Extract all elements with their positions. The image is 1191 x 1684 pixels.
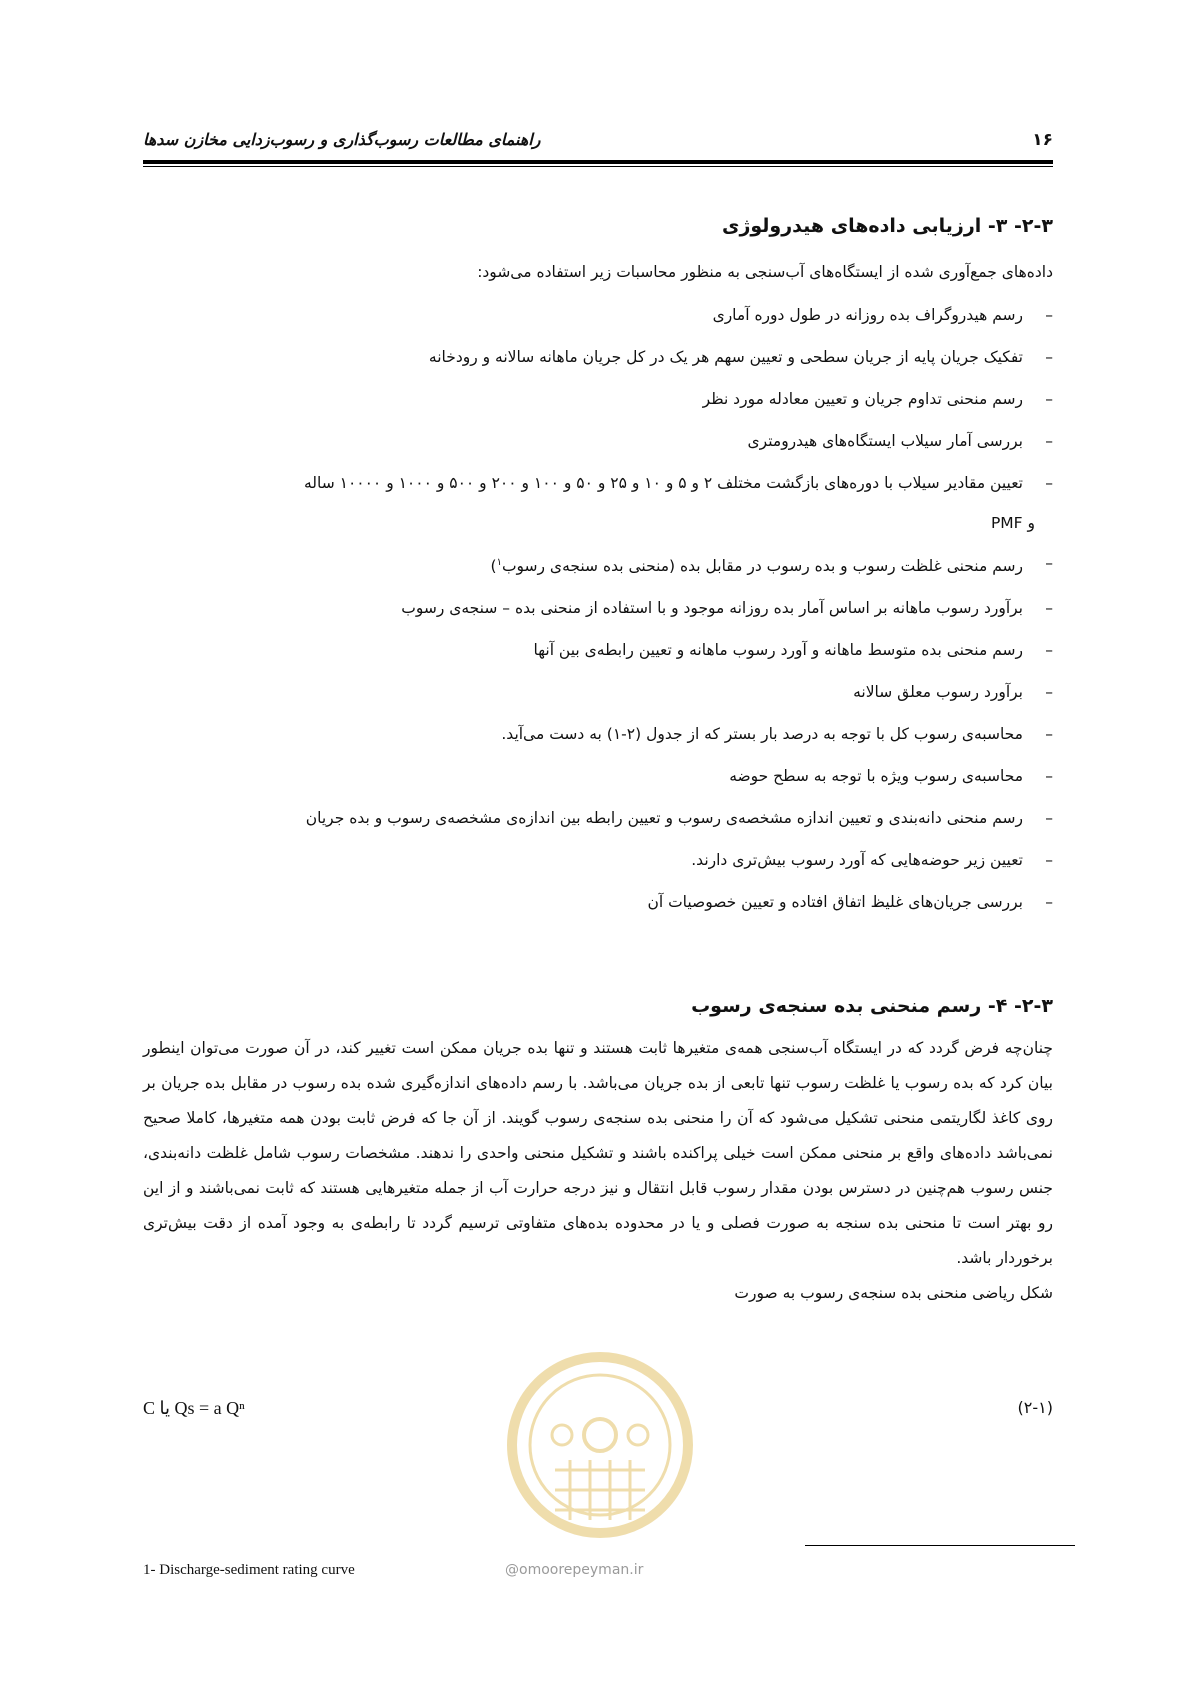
list-item-text: تعیین زیر حوضه‌هایی که آورد رسوب بیش‌تری دارند. xyxy=(691,851,1023,870)
list-item xyxy=(143,336,1053,378)
list-item-text: رسم هیدروگراف بده روزانه در طول دوره آماری xyxy=(712,306,1023,324)
dash-marker: – xyxy=(1045,306,1053,324)
running-title: راهنمای مطالعات رسوب‌گذاری و رسوب‌زدایی مخازن سدها xyxy=(143,130,541,149)
bullet-list xyxy=(143,542,1053,923)
dash-marker: – xyxy=(1045,767,1053,786)
list-item xyxy=(143,542,1053,587)
list-item-text: برآورد رسوب معلق سالانه xyxy=(853,683,1023,702)
list-item xyxy=(143,671,1053,713)
list-item-text: رسم منحنی تداوم جریان و تعیین معادله مورد نظر xyxy=(702,390,1023,408)
dash-marker: – xyxy=(1045,390,1053,408)
dash-marker: – xyxy=(1045,641,1053,660)
equation-number: (۲-۱) xyxy=(1017,1398,1053,1417)
list-item-text: بررسی جریان‌های غلیظ اتفاق افتاده و تعیین خصوصیات آن xyxy=(647,893,1023,912)
page-header xyxy=(143,122,1053,162)
dash-marker: – xyxy=(1045,432,1053,450)
dash-marker: – xyxy=(1045,809,1053,828)
formula: C یا Qs = a Qⁿ xyxy=(143,1398,245,1418)
list-item xyxy=(143,839,1053,881)
list-item xyxy=(143,797,1053,839)
dash-marker: – xyxy=(1045,348,1053,366)
dash-marker: – xyxy=(1045,683,1053,702)
dash-marker: – xyxy=(1045,554,1053,572)
page-number: ۱۶ xyxy=(1032,130,1053,150)
section-intro: داده‌های جمع‌آوری شده از ایستگاه‌های آب‌سنجی به منظور محاسبات زیر استفاده می‌شود: xyxy=(477,263,1053,281)
footnote-mark: ۱ xyxy=(496,557,502,568)
dash-marker: – xyxy=(1045,599,1053,618)
list-item-text: تفکیک جریان پایه از جریان سطحی و تعیین سهم هر یک در کل جریان ماهانه سالانه و رودخانه xyxy=(428,348,1023,366)
dash-marker: – xyxy=(1045,725,1053,744)
list-item-text: رسم منحنی غلظت رسوب و بده رسوب در مقابل بده (منحنی بده سنجه‌ی رسوب xyxy=(501,557,1023,576)
list-item xyxy=(143,294,1053,336)
list-item-text: رسم منحنی دانه‌بندی و تعیین اندازه مشخصه‌ی رسوب و تعیین رابطه بین اندازه‌ی مشخصه‌ی رسوب و بده جریان xyxy=(305,809,1023,828)
list-item-text: محاسبه‌ی رسوب کل با توجه به درصد بار بستر که از جدول (۲-۱) به دست می‌آید. xyxy=(501,725,1023,744)
seal-logo-icon xyxy=(500,1340,700,1570)
header-rule-thin xyxy=(143,166,1053,167)
list-item-text: بررسی آمار سیلاب ایستگاه‌های هیدرومتری xyxy=(747,432,1023,450)
list-item xyxy=(143,378,1053,420)
bullet-list xyxy=(143,294,1053,504)
list-item xyxy=(143,881,1053,923)
list-item xyxy=(143,587,1053,629)
list-item xyxy=(143,420,1053,462)
footnote-rule xyxy=(805,1545,1075,1546)
list-item-continuation: و PMF xyxy=(990,514,1035,532)
list-item xyxy=(143,755,1053,797)
list-item-text: محاسبه‌ی رسوب ویژه با توجه به سطح حوضه xyxy=(729,767,1023,786)
list-item-text: برآورد رسوب ماهانه بر اساس آمار بده روزانه موجود و با استفاده از منحنی بده – سنجه‌ی رسوب xyxy=(401,599,1023,618)
formula-intro: شکل ریاضی منحنی بده سنجه‌ی رسوب به صورت xyxy=(734,1284,1053,1302)
section-heading: ۲-۳- ۳- ارزیابی داده‌های هیدرولوژی xyxy=(722,215,1053,237)
section-hydrology xyxy=(143,215,1053,923)
list-item-text: تعیین مقادیر سیلاب با دوره‌های بازگشت مختلف ۲ و ۵ و ۱۰ و ۲۵ و ۵۰ و ۱۰۰ و ۲۰۰ و ۵۰۰ و ۱۰۰۰ و ۱۰۰۰۰ ساله xyxy=(303,474,1023,492)
dash-marker: – xyxy=(1045,474,1053,492)
dash-marker: – xyxy=(1045,893,1053,912)
closing-paren: ) xyxy=(490,557,497,576)
dash-marker: – xyxy=(1045,851,1053,870)
list-item xyxy=(143,629,1053,671)
header-rule-thick xyxy=(143,160,1053,164)
section-rating-curve xyxy=(143,995,1053,1315)
list-item xyxy=(143,462,1053,504)
body-paragraph: چنان‌چه فرض گردد که در ایستگاه آب‌سنجی همه‌ی متغیرها ثابت هستند و تنها بده جریان ممکن است تغییر کند، در آن صورت می‌توان اینطور بیان کرد که بده رسوب یا غلظت رسوب تنها تابعی از بده جریان می‌باشد. با رسم داده‌های اندازه‌گیری شده بده رسوب در مقابل بده جریان بر روی کاغذ لگاریتمی منحنی تشکیل می‌شود که آن را منحنی بده سنجه‌ی رسوب گویند. از آن جا که فرض ثابت بودن همه متغیرها، کاملا صحیح نمی‌باشد داده‌های واقع بر منحنی ممکن است خیلی پراکنده باشند و تشکیل منحنی واحدی را ندهند. مشخصات رسوب شامل غلظت دانه‌بندی، جنس رسوب هم‌چنین در دسترس بودن مقدار رسوب قابل انتقال و نیز درجه حرارت آب از جمله متغیرهایی هستند که ثابت نمی‌باشند و از این رو بهتر است تا منحنی بده سنجه به صورت فصلی و یا در محدوده بده‌های متفاوتی ترسیم گردد تا رابطه‌ی به وجود آمده از دقت بیش‌تری برخوردار باشد. xyxy=(143,1039,1053,1267)
list-item xyxy=(143,713,1053,755)
watermark-text: @omoorepeyman.ir xyxy=(505,1562,644,1578)
list-item-text: رسم منحنی بده متوسط ماهانه و آورد رسوب ماهانه و تعیین رابطه‌ی بین آنها xyxy=(533,641,1023,660)
section-heading: ۲-۳- ۴- رسم منحنی بده سنجه‌ی رسوب xyxy=(691,995,1053,1017)
footnote: 1- Discharge-sediment rating curve xyxy=(143,1562,355,1578)
